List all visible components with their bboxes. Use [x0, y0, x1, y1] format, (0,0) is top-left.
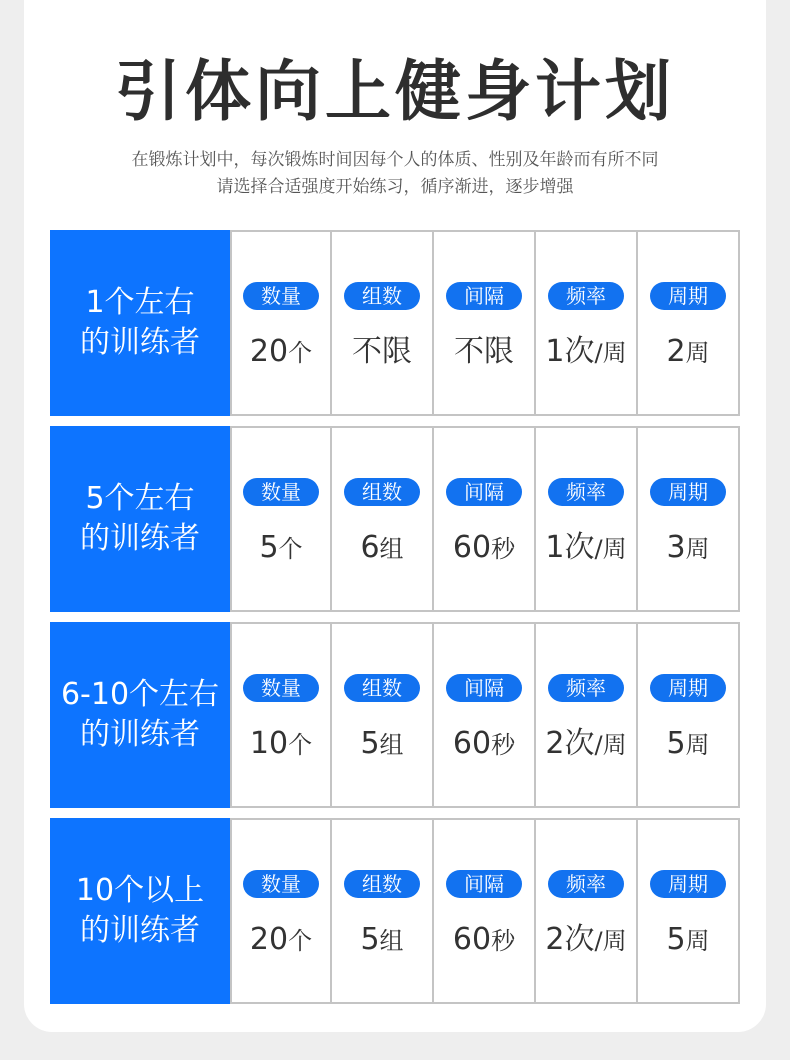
value-frequency	[536, 528, 636, 572]
value-number: 10	[249, 726, 289, 761]
row-label-line1: 1个左右	[85, 285, 195, 320]
header-pill-interval: 间隔	[446, 870, 522, 898]
cell-cycle	[638, 230, 740, 416]
value-number: 2	[666, 334, 686, 369]
row-label	[50, 818, 230, 1004]
cell-quantity	[230, 818, 332, 1004]
cell-frequency	[536, 230, 638, 416]
value-interval	[434, 920, 534, 964]
value-quantity	[232, 724, 330, 768]
value-number: 20	[249, 922, 289, 957]
value-cycle	[638, 724, 738, 768]
cell-quantity	[230, 622, 332, 808]
cell-sets	[332, 426, 434, 612]
header-pill-frequency: 频率	[548, 478, 624, 506]
row-label-line2: 的训练者	[80, 521, 200, 556]
header-pill-cycle: 周期	[650, 478, 726, 506]
row-label-line1: 5个左右	[85, 481, 195, 516]
cell-sets	[332, 230, 434, 416]
row-label-line1: 10个以上	[75, 873, 205, 908]
header-pill-cycle: 周期	[650, 282, 726, 310]
row-label-line1: 6-10个左右	[60, 677, 220, 712]
cell-quantity	[230, 426, 332, 612]
value-number: 5	[360, 922, 380, 957]
row-label	[50, 426, 230, 612]
header-pill-sets: 组数	[344, 282, 420, 310]
value-quantity	[232, 528, 330, 572]
cell-cycle	[638, 426, 740, 612]
value-number: 2次	[545, 726, 595, 761]
header-pill-quantity: 数量	[243, 870, 319, 898]
value-number: 5	[259, 530, 279, 565]
value-number: 1次	[545, 334, 595, 369]
value-unit: 秒	[491, 927, 516, 955]
value-number: 2次	[545, 922, 595, 957]
value-unit: 周	[685, 339, 710, 367]
row-label-line2: 的训练者	[80, 717, 200, 752]
value-frequency	[536, 332, 636, 376]
value-cycle	[638, 332, 738, 376]
value-sets	[332, 724, 432, 768]
value-number: 5	[666, 922, 686, 957]
header-pill-frequency: 频率	[548, 282, 624, 310]
value-frequency	[536, 920, 636, 964]
value-unit: 周	[685, 535, 710, 563]
value-number: 6	[360, 530, 380, 565]
plan-row-2	[50, 426, 740, 612]
header-pill-quantity: 数量	[243, 282, 319, 310]
value-unit: 秒	[491, 535, 516, 563]
value-quantity	[232, 920, 330, 964]
value-frequency	[536, 724, 636, 768]
cell-quantity	[230, 230, 332, 416]
value-unit: 个	[288, 927, 313, 955]
value-interval	[434, 528, 534, 572]
cell-sets	[332, 622, 434, 808]
page-title: 引体向上健身计划	[115, 53, 675, 130]
value-cycle	[638, 528, 738, 572]
value-number: 60	[452, 922, 492, 957]
cell-frequency	[536, 426, 638, 612]
value-unit: 周	[685, 927, 710, 955]
cell-interval	[434, 622, 536, 808]
value-unit: 个	[288, 731, 313, 759]
header-pill-cycle: 周期	[650, 674, 726, 702]
value-unit: 周	[685, 731, 710, 759]
value-number: 5	[360, 726, 380, 761]
cell-interval	[434, 230, 536, 416]
value-unit: 个	[278, 535, 303, 563]
row-label	[50, 230, 230, 416]
value-unit: 秒	[491, 731, 516, 759]
value-number: 1次	[545, 530, 595, 565]
plan-row-4	[50, 818, 740, 1004]
cell-frequency	[536, 622, 638, 808]
subtitle-line-2: 请选择合适强度开始练习，循序渐进，逐步增强	[216, 177, 574, 197]
value-number: 60	[452, 530, 492, 565]
value-unit: /周	[594, 339, 627, 367]
plan-row-1	[50, 230, 740, 416]
value-number: 不限	[454, 334, 514, 369]
value-unit: /周	[594, 927, 627, 955]
header-pill-frequency: 频率	[548, 870, 624, 898]
plan-row-3	[50, 622, 740, 808]
row-label-line2: 的训练者	[80, 913, 200, 948]
header-pill-sets: 组数	[344, 870, 420, 898]
value-unit: 组	[379, 927, 404, 955]
header-pill-cycle: 周期	[650, 870, 726, 898]
cell-cycle	[638, 818, 740, 1004]
value-quantity	[232, 332, 330, 376]
value-sets	[332, 528, 432, 572]
value-number: 60	[452, 726, 492, 761]
cell-interval	[434, 818, 536, 1004]
header-pill-frequency: 频率	[548, 674, 624, 702]
row-label-line2: 的训练者	[80, 325, 200, 360]
value-interval	[434, 332, 534, 376]
header-pill-quantity: 数量	[243, 674, 319, 702]
value-cycle	[638, 920, 738, 964]
header-pill-quantity: 数量	[243, 478, 319, 506]
header-pill-interval: 间隔	[446, 282, 522, 310]
value-unit: 组	[379, 535, 404, 563]
value-unit: 个	[288, 339, 313, 367]
cell-interval	[434, 426, 536, 612]
header-pill-sets: 组数	[344, 674, 420, 702]
value-number: 3	[666, 530, 686, 565]
value-sets	[332, 920, 432, 964]
cell-sets	[332, 818, 434, 1004]
value-number: 不限	[352, 334, 412, 369]
value-sets	[332, 332, 432, 376]
row-label	[50, 622, 230, 808]
value-unit: /周	[594, 535, 627, 563]
header-pill-interval: 间隔	[446, 478, 522, 506]
value-number: 20	[249, 334, 289, 369]
cell-cycle	[638, 622, 740, 808]
subtitle-line-1: 在锻炼计划中，每次锻炼时间因每个人的体质、性别及年龄而有所不同	[131, 150, 659, 170]
header-pill-interval: 间隔	[446, 674, 522, 702]
cell-frequency	[536, 818, 638, 1004]
header-pill-sets: 组数	[344, 478, 420, 506]
value-unit: 组	[379, 731, 404, 759]
value-number: 5	[666, 726, 686, 761]
value-interval	[434, 724, 534, 768]
value-unit: /周	[594, 731, 627, 759]
